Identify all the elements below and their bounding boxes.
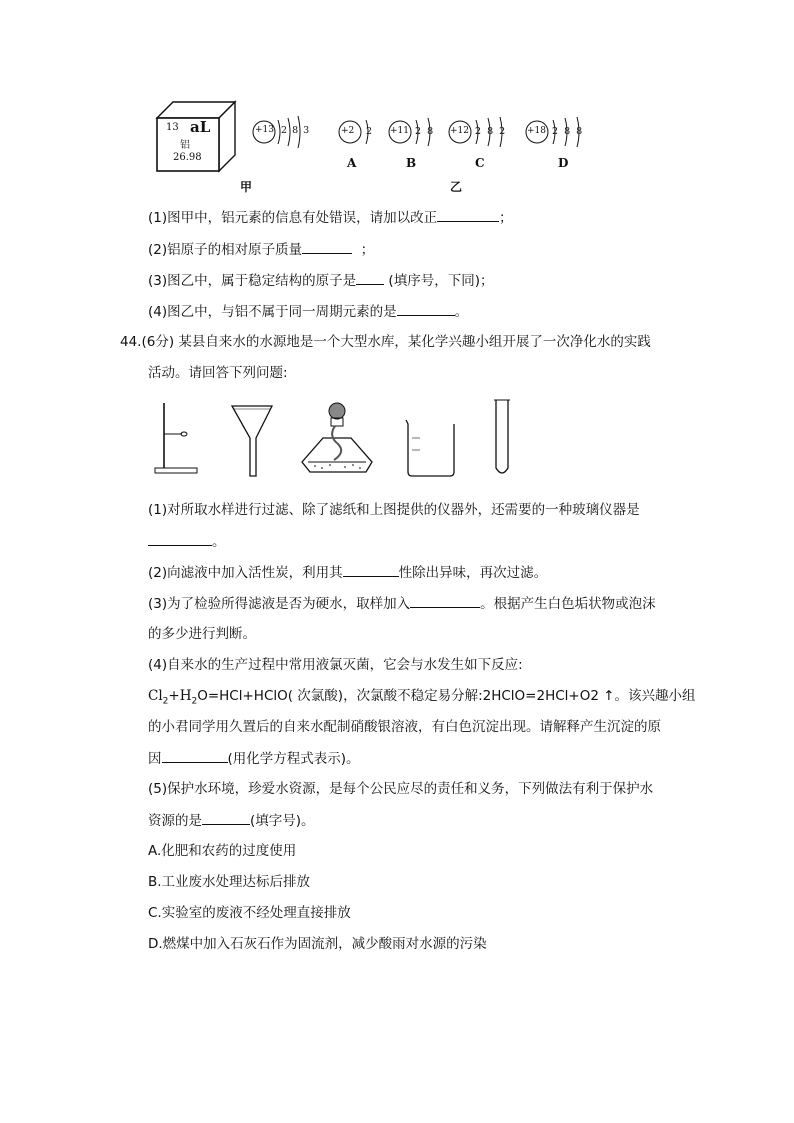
atom-b-electrons: 2 8 <box>415 126 434 137</box>
iron-stand-icon <box>155 403 197 473</box>
atom-d-label: D <box>558 156 569 170</box>
q44-part4-line3: 的小君同学用久置后的自来水配制硝酸银溶液，有白色沉淀出现。请解释产生沉淀的原 <box>148 719 661 735</box>
al-electrons: 2 8 3 <box>281 125 311 136</box>
q44-part3-line2: 的多少进行判断。 <box>148 626 256 642</box>
q44-part3-line1: (3)为了检验所得滤液是否为硬水，取样加入 。根据产生白色垢状物或泡沫 <box>148 593 656 614</box>
q44-part5-line2: 资源的是 (填字号)。 <box>148 810 315 831</box>
lab-apparatus-figure <box>150 398 530 480</box>
q44-part4-line1: (4)自来水的生产过程中常用液氯灭菌，它会与水发生如下反应: <box>148 657 523 673</box>
alcohol-lamp-icon <box>302 403 372 472</box>
atom-c-nucleus: +12 <box>450 126 469 136</box>
element-name: 铝 <box>180 140 190 151</box>
q43-part1: (1)图甲中，铝元素的信息有处错误，请加以改正 ； <box>148 207 513 228</box>
q44-part4-equation: $Cl_2+H_2O=HCl+HClO$( 次氯酸)，次氯酸不稳定易分解:2HClO=2HCl+O2 ↑。该兴趣小组 <box>148 688 696 707</box>
al-nucleus: +13 <box>255 125 274 135</box>
element-cell-box <box>155 100 237 175</box>
atom-d-nucleus: +18 <box>527 126 546 136</box>
q44-part4-line4: 因 (用化学方程式表示)。 <box>148 748 360 769</box>
q43-part3: (3)图乙中，属于稳定结构的原子是 (填序号，下同)； <box>148 270 493 291</box>
atom-c-electrons: 2 8 2 <box>475 126 506 137</box>
figure-yi-label: 乙 <box>450 180 463 194</box>
answer-blank[interactable] <box>437 207 499 222</box>
element-symbol: aL <box>190 118 211 136</box>
answer-blank[interactable] <box>302 239 352 254</box>
q44-part1-line2: 。 <box>148 531 226 552</box>
atom-d-electrons: 2 8 8 <box>552 126 583 137</box>
answer-blank[interactable] <box>356 270 384 285</box>
answer-blank[interactable] <box>397 301 455 316</box>
atom-a-label: A <box>347 156 357 170</box>
q44-intro-line1: 44.(6分) 某县自来水的水源地是一个大型水库，某化学兴趣小组开展了一次净化水的实践 <box>120 334 651 350</box>
answer-blank[interactable] <box>343 562 399 577</box>
atom-c-label: C <box>475 156 485 170</box>
answer-blank[interactable] <box>148 531 212 546</box>
q44-part2: (2)向滤液中加入活性炭，利用其 性除出异味，再次过滤。 <box>148 562 547 583</box>
atom-a-electrons: 2 <box>366 126 373 137</box>
option-c: C.实验室的废液不经处理直接排放 <box>148 905 351 921</box>
answer-blank[interactable] <box>162 748 228 763</box>
answer-blank[interactable] <box>410 593 480 608</box>
element-number: 13 <box>166 122 179 133</box>
atom-b-label: B <box>406 156 417 170</box>
atom-a-nucleus: +2 <box>341 126 355 136</box>
atom-b-nucleus: +11 <box>390 126 409 136</box>
option-d: D.燃煤中加入石灰石作为固流剂，减少酸雨对水源的污染 <box>148 936 487 952</box>
funnel-icon <box>232 406 272 476</box>
q44-part1-line1: (1)对所取水样进行过滤、除了滤纸和上图提供的仪器外，还需要的一种玻璃仪器是 <box>148 502 640 518</box>
test-tube-icon <box>494 400 510 473</box>
option-b: B.工业废水处理达标后排放 <box>148 874 311 890</box>
answer-blank[interactable] <box>202 810 250 825</box>
q44-part5-line1: (5)保护水环境，珍爱水资源，是每个公民应尽的责任和义务，下列做法有利于保护水 <box>148 781 654 797</box>
q43-part2: (2)铝原子的相对原子质量 ； <box>148 239 374 260</box>
q43-part4: (4)图乙中，与铝不属于同一周期元素的是 。 <box>148 301 468 322</box>
element-mass: 26.98 <box>173 152 202 163</box>
q44-intro-line2: 活动。请回答下列问题: <box>148 365 288 381</box>
option-a: A.化肥和农药的过度使用 <box>148 843 297 859</box>
beaker-icon <box>406 420 454 476</box>
figure-jia-label: 甲 <box>240 180 253 194</box>
